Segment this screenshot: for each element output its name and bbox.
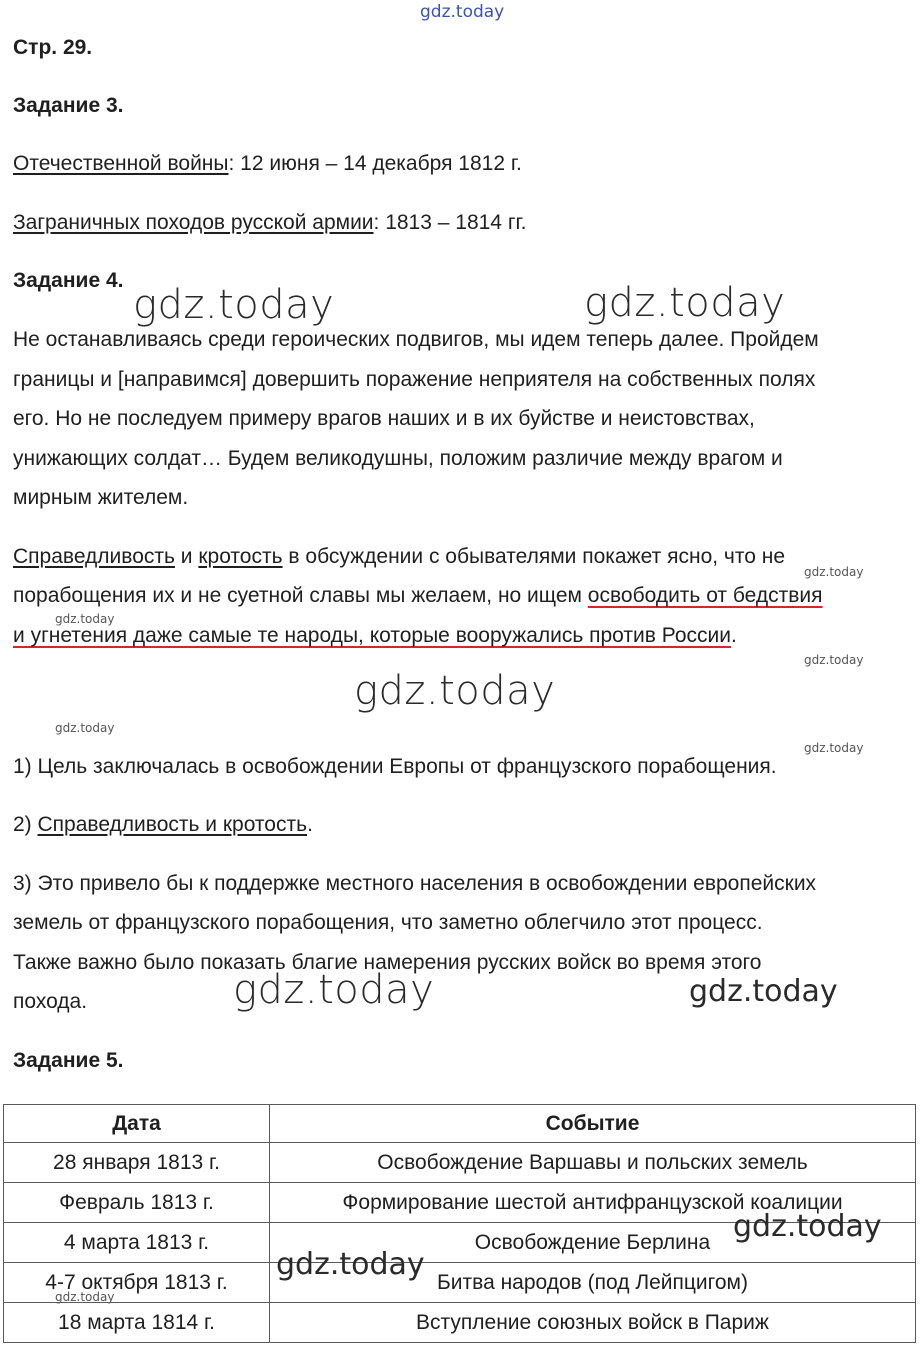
column-header-event: Событие <box>270 1105 916 1143</box>
watermark: gdz.today <box>584 280 786 326</box>
task4-para1-line: его. Но не последуем примеру врагов наших и в их буйстве и неистовствах, <box>13 407 755 430</box>
quote-connector: и <box>174 545 199 568</box>
cell-event: Битва народов (под Лейпцигом) <box>270 1263 916 1303</box>
quote-word-justice: Справедливость <box>13 545 175 568</box>
table-row <box>4 1303 916 1343</box>
watermark-small: gdz.today <box>55 721 115 735</box>
table-row <box>4 1223 916 1263</box>
task4-answer3-line: 3) Это привело бы к поддержке местного населения в освобождении европейских <box>13 872 817 895</box>
task3-line2-label: Заграничных походов русской армии <box>13 211 374 234</box>
watermark-small: gdz.today <box>804 653 864 667</box>
cell-date: 4-7 октября 1813 г. <box>4 1263 270 1303</box>
quote-word-meekness: кротость <box>198 545 283 568</box>
watermark: gdz.today <box>733 1209 882 1244</box>
quote-red-underlined: освободить от бедствия <box>587 584 823 607</box>
watermark: gdz.today <box>133 282 335 328</box>
quote-red-underlined: и угнетения даже самые те народы, которые вооружались против России <box>13 624 731 647</box>
task3-heading: Задание 3. <box>13 94 124 117</box>
watermark-small: gdz.today <box>55 612 115 626</box>
column-header-date: Дата <box>4 1105 270 1143</box>
watermark-small: gdz.today <box>55 1290 115 1304</box>
answer2-prefix: 2) <box>13 813 38 836</box>
task4-para1-line: границы и [направимся] довершить поражение неприятеля на собственных полях <box>13 368 816 391</box>
watermark: gdz.today <box>689 974 838 1009</box>
task4-para1-line: унижающих солдат… Будем великодушны, положим различие между врагом и <box>13 447 783 470</box>
table-header-row <box>4 1105 916 1143</box>
task4-para2-line2 <box>13 583 823 609</box>
task5-heading: Задание 5. <box>13 1049 124 1072</box>
page-reference: Стр. 29. <box>13 36 93 59</box>
task4-answer2 <box>13 812 313 838</box>
task3-line1 <box>13 151 522 177</box>
task4-para2-line1 <box>13 544 785 570</box>
task4-heading: Задание 4. <box>13 269 124 292</box>
watermark-small: gdz.today <box>804 565 864 579</box>
task4-answer3-line: земель от французского порабощения, что заметно облегчило этот процесс. <box>13 911 763 934</box>
watermark: gdz.today <box>354 668 556 714</box>
task4-para2-line3 <box>13 623 737 649</box>
quote-plain: порабощения их и не суетной славы мы желаем, но ищем <box>13 584 588 607</box>
cell-event: Освобождение Варшавы и польских земель <box>270 1143 916 1183</box>
cell-event: Освобождение Берлина <box>270 1223 916 1263</box>
task3-line1-label: Отечественной войны <box>13 152 229 175</box>
task4-answer3-line: похода. <box>13 990 88 1013</box>
watermark-small: gdz.today <box>804 741 864 755</box>
quote-rest: в обсуждении с обывателями покажет ясно, что не <box>282 545 786 568</box>
cell-event: Формирование шестой антифранцузской коалиции <box>270 1183 916 1223</box>
watermark-top: gdz.today <box>420 2 505 22</box>
answer2-underlined: Справедливость и кротость <box>37 813 308 836</box>
answer2-suffix: . <box>307 813 313 836</box>
cell-event: Вступление союзных войск в Париж <box>270 1303 916 1343</box>
events-table <box>3 1104 916 1343</box>
task3-line2 <box>13 210 526 236</box>
quote-end: . <box>730 624 737 647</box>
cell-date: 18 марта 1814 г. <box>4 1303 270 1343</box>
task4-para1-line: мирным жителем. <box>13 486 189 509</box>
watermark: gdz.today <box>276 1247 425 1282</box>
table-row <box>4 1143 916 1183</box>
task4-para1-line: Не останавливаясь среди героических подвигов, мы идем теперь далее. Пройдем <box>13 328 819 351</box>
task4-answer1: 1) Цель заключалась в освобождении Европы от французского порабощения. <box>13 755 777 778</box>
task3-line1-value: : 12 июня – 14 декабря 1812 г. <box>228 152 522 175</box>
cell-date: Февраль 1813 г. <box>4 1183 270 1223</box>
cell-date: 4 марта 1813 г. <box>4 1223 270 1263</box>
table-row <box>4 1183 916 1223</box>
watermark: gdz.today <box>233 967 435 1013</box>
task3-line2-value: : 1813 – 1814 гг. <box>373 211 527 234</box>
task4-answer3-line: Также важно было показать благие намерения русских войск во время этого <box>13 951 762 974</box>
table-row <box>4 1263 916 1303</box>
cell-date: 28 января 1813 г. <box>4 1143 270 1183</box>
